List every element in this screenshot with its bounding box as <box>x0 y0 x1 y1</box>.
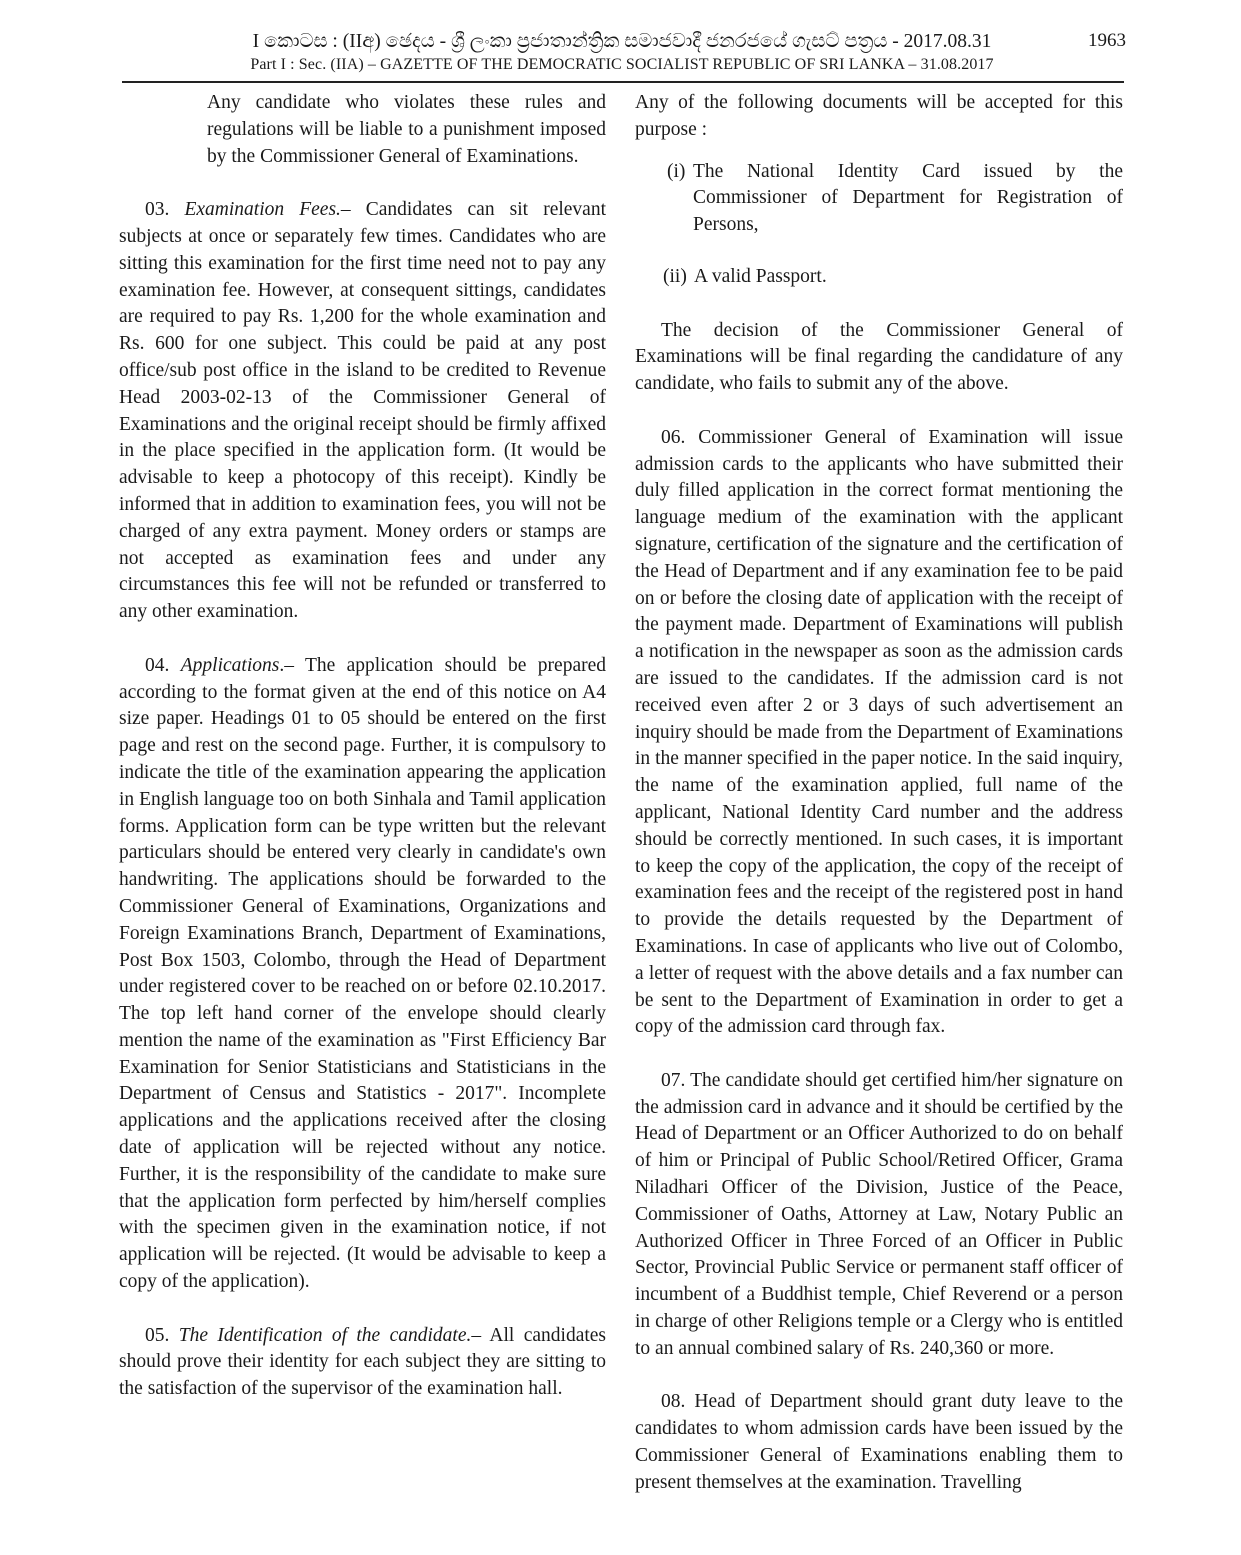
list-text: The National Identity Card issued by the Commissioner of Department for Registration of Persons, <box>693 160 1123 236</box>
section-07-signature-certification: 07. The candidate should get certified him/her signature on the admission card in advance and it should be certified by the Head of Department or an Officer Authorized to do on behalf of him or Principal of Public School/Retired Officer, Grama Niladhari Officer of the Division, Justice of the Peace, Commissioner of Oaths, Attorney at Law, Notary Public an Authorized Officer in Three Forced of an Officer in Public Sector, Provincial Public Service or permanent staff officer of incumbent of a Buddhist temple, Chief Reverend or a person in charge of other Religions temple or a Clergy who is entitled to an annual combined salary of Rs. 240,360 or more. <box>635 1069 1123 1359</box>
section-title: Applications <box>180 654 280 676</box>
carryover-paragraph: Any candidate who violates these rules and regulations will be liable to a punishment imposed by the Commissioner General of Examinations. <box>207 92 606 167</box>
section-number: 03. <box>145 199 170 221</box>
section-body: – All candidates should prove their identity for each subject they are sitting to the satisfaction of the supervisor of the examination hall. <box>119 1324 607 1400</box>
section-body: .– The application should be prepared according to the format given at the end of this notice on A4 size paper. Headings 01 to 05 should be entered on the first page and rest on the second page. Further, it is compulsory to indicate the title of the examination appearing the application in English language too on both Sinhala and Tamil application forms. Application form can be type written but the relevant particulars should be entered very clearly in candidate's own handwriting. The applications should be forwarded to the Commissioner General of Examinations, Organizations and Foreign Examinations Branch, Department of Examinations, Post Box 1503, Colombo, through the Head of Department under registered cover to be reached on or before 02.10.2017. The top left hand corner of the envelope should clearly mention the name of the examination as "First Efficiency Bar Examination for Senior Statisticians and Statisticians in the Department of Census and Statistics - 2017". Incomplete applications and the applications received after the closing date of application will be rejected without any notice. Further, it is the responsibility of the candidate to make sure that the application form perfected by him/herself complies with the specimen given in the examination notice, if not application will be rejected. (It would be advisable to keep a copy of the application). <box>119 654 607 1293</box>
section-05-identification <box>119 1323 606 1403</box>
documents-intro: Any of the following documents will be accepted for this purpose : <box>635 92 1123 140</box>
header-sinhala-line: I කොටස : (IIඅ) ඡෙදය - ශ්‍රී ලංකා ප්‍රජාතාන්ත්‍රික සමාජවාදී ජනරජයේ ගැසට් පත්‍රය - 2017.08.31 <box>252 31 992 52</box>
section-04-applications <box>119 653 606 1296</box>
page-number: 1963 <box>1088 30 1126 51</box>
section-number: 04. <box>145 654 170 676</box>
section-body: – Candidates can sit relevant subjects at once or separately few times. Candidates who are sitting this examination for the first time need not to pay any examination fee. However, at consequent sittings, candidates are required to pay Rs. 1,200 for the whole examination and Rs. 600 for one subject. This could be paid at any post office/sub post office in the island to be credited to Revenue Head 2003-02-13 of the Commissioner General of Examinations and the original receipt should be firmly affixed in the place specified in the application form. (It would be advisable to keep a photocopy of this receipt). Kindly be informed that in addition to examination fees, you will not be charged of any extra payment. Money orders or stamps are not accepted as examination fees and under any circumstances this fee will not be refunded or transferred to any other examination. <box>119 199 606 623</box>
list-marker: (i) <box>667 160 686 182</box>
section-06-admission-cards: 06. Commissioner General of Examination will issue admission cards to the applicants who have submitted their duly filled application in the correct format mentioning the language medium of the examination with the applicant signature, certification of the signature and the certification of the Head of Department and if any examination fee to be paid on or before the closing date of application with the receipt of the payment made. Department of Examinations will publish a notification in the newspaper as soon as the admission cards are issued to the candidates. If the admission card is not received even after 2 or 3 days of such advertisement an inquiry should be made from the Department of Examinations in the manner specified in the paper notice. In the said inquiry, the name of the examination applied, full name of the applicant, National Identity Card number and the address should be correctly mentioned. In such cases, it is important to keep the copy of the application, the copy of the receipt of examination fees and the receipt of the registered post in hand to provide the details requested by the Department of Examinations. In case of applicants who live out of Colombo, a letter of request with the above details and a fax number can be sent to the Department of Examination in order to get a copy of the admission card through fax. <box>635 426 1123 1038</box>
header-english-line: Part I : Sec. (IIA) – GAZETTE OF THE DEMOCRATIC SOCIALIST REPUBLIC OF SRI LANKA – 31.08.2017 <box>250 56 994 73</box>
left-column <box>119 90 606 1403</box>
section-title: Examination Fees. <box>184 199 341 221</box>
header-rule <box>122 81 1124 83</box>
section-03-examination-fees <box>119 197 606 626</box>
right-column <box>635 90 1123 1497</box>
section-title: The Identification of the candidate. <box>178 1324 472 1346</box>
list-marker: (ii) <box>663 265 687 287</box>
decision-paragraph: The decision of the Commissioner General of Examinations will be final regarding the candidature of any candidate, who fails to submit any of the above. <box>635 319 1123 395</box>
page-header <box>120 28 1124 84</box>
section-08-duty-leave: 08. Head of Department should grant duty leave to the candidates to whom admission cards have been issued by the Commissioner General of Examinations enabling them to present themselves at the examination. Travelling <box>635 1391 1123 1493</box>
list-text: A valid Passport. <box>694 265 827 287</box>
list-item <box>667 159 1123 239</box>
section-number: 05. <box>145 1324 170 1346</box>
list-item <box>663 264 1123 291</box>
